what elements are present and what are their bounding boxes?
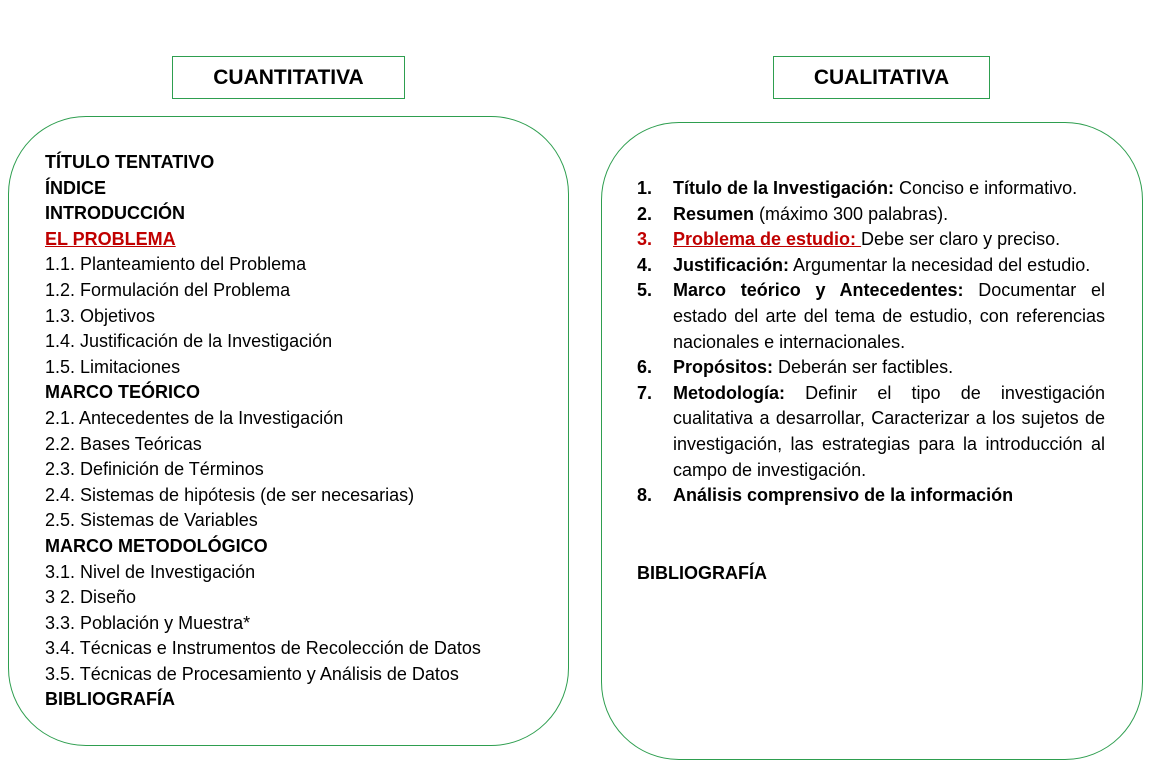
cuantitativa-item: 3 2. Diseño	[45, 587, 137, 608]
cualitativa-item	[637, 227, 1105, 253]
cuantitativa-item: 1.2. Formulación del Problema	[45, 279, 291, 300]
item-label: Marco teórico y Antecedentes:	[673, 280, 964, 301]
cualitativa-title	[773, 56, 990, 99]
item-body	[673, 483, 1105, 509]
cualitativa-item	[637, 381, 1105, 483]
item-label: Resumen	[673, 203, 755, 224]
item-text: Argumentar la necesidad del estudio.	[789, 254, 1091, 275]
item-text: Definir el tipo de investigación cualitativa a desarrollar, Caracterizar a los sujetos de investigación, las estrategias para la introducción al campo de investigación.	[673, 382, 1105, 480]
item-label: Título de la Investigación:	[673, 178, 895, 198]
cualitativa-item	[637, 202, 1105, 228]
cuantitativa-item: TÍTULO TENTATIVO	[45, 152, 215, 172]
cuantitativa-item: 1.5. Limitaciones	[45, 356, 181, 377]
item-body	[673, 202, 1105, 228]
item-body	[673, 381, 1105, 483]
item-label: Análisis comprensivo de la información	[673, 485, 1014, 506]
item-label: Propósitos:	[673, 357, 774, 378]
cualitativa-outline	[637, 176, 1105, 509]
item-text: Documentar el estado del arte del tema de estudio, con referencias nacionales e internacionales.	[673, 280, 1105, 352]
cuantitativa-item: MARCO METODOLÓGICO	[45, 535, 268, 556]
item-number: 2.	[637, 203, 653, 224]
item-body	[673, 227, 1105, 253]
item-number: 1.	[637, 178, 653, 198]
cuantitativa-item: 3.3. Población y Muestra*	[45, 612, 251, 633]
item-number: 4.	[637, 254, 653, 275]
cuantitativa-item: 3.5. Técnicas de Procesamiento y Análisis de Datos	[45, 663, 459, 684]
cuantitativa-title-text: CUANTITATIVA	[213, 65, 364, 89]
item-body	[673, 278, 1105, 355]
item-body	[673, 355, 1105, 381]
item-body	[673, 253, 1105, 279]
cuantitativa-item: ÍNDICE	[45, 177, 107, 198]
cuantitativa-item: 2.4. Sistemas de hipótesis (de ser necesarias)	[45, 484, 415, 505]
cualitativa-item	[637, 253, 1105, 279]
cuantitativa-item: MARCO TEÓRICO	[45, 382, 200, 403]
cuantitativa-item: EL PROBLEMA	[45, 228, 176, 249]
cualitativa-item	[637, 278, 1105, 355]
cualitativa-item	[637, 355, 1105, 381]
item-body	[673, 176, 1105, 202]
item-number: 6.	[637, 357, 653, 378]
item-number: 7.	[637, 382, 653, 403]
item-number: 3.	[637, 229, 653, 250]
item-number: 5.	[637, 280, 653, 301]
cuantitativa-item: 2.2. Bases Teóricas	[45, 433, 202, 454]
cuantitativa-item: 1.3. Objetivos	[45, 305, 156, 326]
item-text: Conciso e informativo.	[894, 178, 1078, 198]
cualitativa-bibliography: BIBLIOGRAFÍA	[637, 563, 767, 583]
item-number: 8.	[637, 485, 653, 506]
item-label: Justificación:	[673, 254, 790, 275]
item-label: Problema de estudio:	[673, 229, 862, 250]
item-text: Deberán ser factibles.	[773, 357, 954, 378]
cuantitativa-outline	[45, 150, 481, 713]
cuantitativa-item: INTRODUCCIÓN	[45, 203, 185, 224]
cuantitativa-item: 2.5. Sistemas de Variables	[45, 510, 258, 531]
item-text: (máximo 300 palabras).	[754, 203, 949, 224]
cualitativa-item	[637, 483, 1105, 509]
item-text: Debe ser claro y preciso.	[861, 229, 1061, 250]
cualitativa-title-text: CUALITATIVA	[813, 65, 950, 89]
cuantitativa-item: 2.3. Definición de Términos	[45, 459, 264, 480]
cuantitativa-item: 3.4. Técnicas e Instrumentos de Recolección de Datos	[45, 638, 481, 659]
cuantitativa-item: 1.4. Justificación de la Investigación	[45, 331, 333, 352]
item-label: Metodología:	[673, 382, 785, 403]
cuantitativa-title	[172, 56, 405, 99]
cuantitativa-item: 2.1. Antecedentes de la Investigación	[45, 407, 344, 428]
cuantitativa-item: 1.1. Planteamiento del Problema	[45, 254, 307, 275]
cualitativa-item	[637, 176, 1105, 202]
cuantitativa-item: 3.1. Nivel de Investigación	[45, 561, 256, 582]
cuantitativa-item: BIBLIOGRAFÍA	[45, 689, 175, 710]
